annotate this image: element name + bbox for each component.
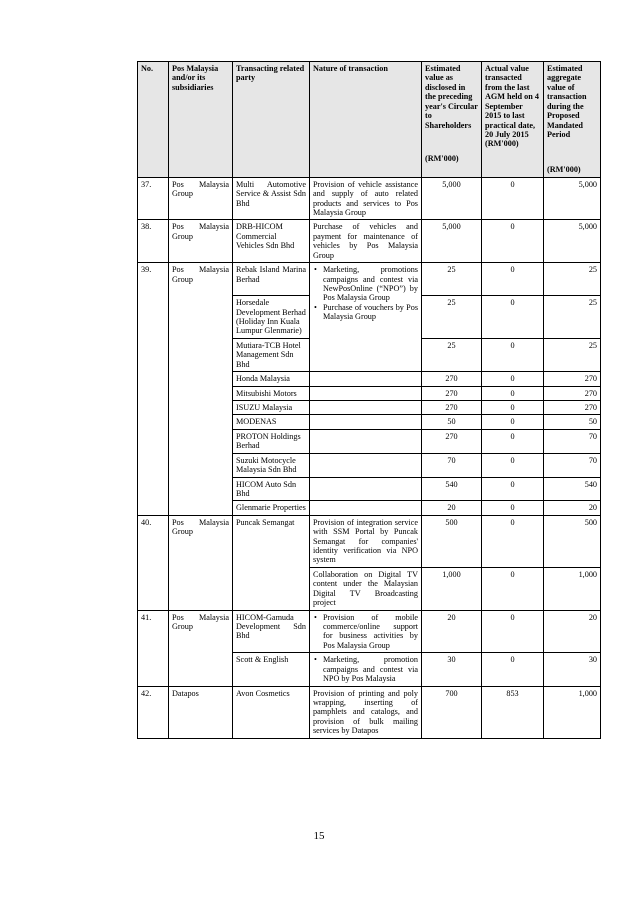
row-actual: 0 <box>482 515 544 567</box>
row-party: Suzuki Motocycle Malaysia Sdn Bhd <box>233 453 310 477</box>
row-estimated-previous: 70 <box>422 453 482 477</box>
row-estimated-aggregate: 20 <box>544 501 601 515</box>
table-header-row <box>138 62 601 178</box>
row-actual: 0 <box>482 653 544 686</box>
row-actual: 0 <box>482 501 544 515</box>
row-actual: 0 <box>482 296 544 339</box>
row-estimated-previous: 5,000 <box>422 177 482 220</box>
row-estimated-previous: 30 <box>422 653 482 686</box>
nature-bullet: • Marketing, promotion campaigns and contest via NPO by Pos Malaysia <box>323 655 418 683</box>
row-estimated-aggregate: 270 <box>544 372 601 386</box>
row-party: HICOM-Gamuda Development Sdn Bhd <box>233 610 310 653</box>
table-row <box>138 220 601 263</box>
row-estimated-aggregate: 540 <box>544 477 601 501</box>
table-row <box>138 686 601 738</box>
row-party: Avon Cosmetics <box>233 686 310 738</box>
header-actual-label: Actual value transacted from the last AGM held on 4 September 2015 to last practical date, 20 July 2015 <box>485 64 539 139</box>
row-nature: Provision of integration service with SSM Portal by Puncak Semangat for companies' identity verification via NPO system <box>310 515 422 567</box>
header-party: Transacting related party <box>233 62 310 178</box>
row-party: MODENAS <box>233 415 310 429</box>
row-estimated-aggregate: 500 <box>544 515 601 567</box>
nature-bullet: • Provision of mobile commerce/online support for business activities by Pos Malaysia Group <box>323 613 418 651</box>
row-estimated-aggregate: 25 <box>544 338 601 371</box>
row-estimated-aggregate: 50 <box>544 415 601 429</box>
row-actual: 0 <box>482 429 544 453</box>
row-nature: Collaboration on Digital TV content under the Malaysian Digital TV Broadcasting project <box>310 567 422 610</box>
row-nature: Provision of vehicle assistance and supply of auto related products and services to Pos Malaysia Group <box>310 177 422 220</box>
row-estimated-previous: 270 <box>422 429 482 453</box>
row-estimated-previous: 700 <box>422 686 482 738</box>
row-actual: 0 <box>482 415 544 429</box>
row-entity: Pos Malaysia Group <box>169 515 233 610</box>
header-nature: Nature of transaction <box>310 62 422 178</box>
header-estimated-aggregate-label: Estimated aggregate value of transaction during the Proposed Mandated Period <box>547 64 587 139</box>
row-party: Horsedale Development Berhad (Holiday Inn Kuala Lumpur Glenmarie) <box>233 296 310 339</box>
header-estimated-previous <box>422 62 482 178</box>
row-actual: 0 <box>482 338 544 371</box>
header-estimated-aggregate-unit: (RM'000) <box>547 165 581 175</box>
row-entity: Pos Malaysia Group <box>169 177 233 220</box>
row-estimated-previous: 270 <box>422 386 482 400</box>
row-estimated-previous: 25 <box>422 338 482 371</box>
row-estimated-previous: 20 <box>422 501 482 515</box>
header-estimated-previous-unit: (RM'000) <box>425 153 459 163</box>
row-nature: Purchase of vehicles and payment for maintenance of vehicles by Pos Malaysia Group <box>310 220 422 263</box>
row-actual: 0 <box>482 453 544 477</box>
header-actual-unit: (RM'000) <box>485 139 519 149</box>
row-party: ISUZU Malaysia <box>233 400 310 414</box>
row-estimated-aggregate: 25 <box>544 296 601 339</box>
row-actual: 853 <box>482 686 544 738</box>
row-estimated-aggregate: 1,000 <box>544 567 601 610</box>
row-number: 37. <box>138 177 169 220</box>
header-estimated-aggregate <box>544 62 601 178</box>
row-party: PROTON Holdings Berhad <box>233 429 310 453</box>
row-number: 38. <box>138 220 169 263</box>
row-estimated-previous: 5,000 <box>422 220 482 263</box>
row-party: Puncak Semangat <box>233 515 310 610</box>
row-party: Glenmarie Properties <box>233 501 310 515</box>
row-estimated-previous: 270 <box>422 400 482 414</box>
row-estimated-aggregate: 270 <box>544 386 601 400</box>
row-party: DRB-HICOM Commercial Vehicles Sdn Bhd <box>233 220 310 263</box>
row-nature <box>310 372 422 386</box>
row-estimated-aggregate: 70 <box>544 429 601 453</box>
row-party: Multi Automotive Service & Assist Sdn Bhd <box>233 177 310 220</box>
row-estimated-aggregate: 5,000 <box>544 220 601 263</box>
table-row <box>138 177 601 220</box>
row-actual: 0 <box>482 386 544 400</box>
row-nature <box>310 610 422 653</box>
row-entity: Pos Malaysia Group <box>169 610 233 686</box>
row-actual: 0 <box>482 567 544 610</box>
row-party: Rebak Island Marina Berhad <box>233 263 310 296</box>
row-estimated-previous: 25 <box>422 296 482 339</box>
row-estimated-previous: 500 <box>422 515 482 567</box>
header-estimated-previous-label: Estimated value as disclosed in the preceding year's Circular to Shareholders <box>425 64 478 130</box>
header-entity: Pos Malaysia and/or its subsidiaries <box>169 62 233 178</box>
row-entity: Datapos <box>169 686 233 738</box>
row-estimated-aggregate: 20 <box>544 610 601 653</box>
row-nature <box>310 400 422 414</box>
row-estimated-previous: 270 <box>422 372 482 386</box>
row-estimated-previous: 1,000 <box>422 567 482 610</box>
row-party: Mutiara-TCB Hotel Management Sdn Bhd <box>233 338 310 371</box>
row-party: HICOM Auto Sdn Bhd <box>233 477 310 501</box>
header-no: No. <box>138 62 169 178</box>
row-nature <box>310 477 422 501</box>
row-number: 42. <box>138 686 169 738</box>
row-estimated-previous: 25 <box>422 263 482 296</box>
row-actual: 0 <box>482 177 544 220</box>
row-nature <box>310 501 422 515</box>
row-party: Honda Malaysia <box>233 372 310 386</box>
row-nature <box>310 653 422 686</box>
row-estimated-aggregate: 270 <box>544 400 601 414</box>
row-estimated-aggregate: 5,000 <box>544 177 601 220</box>
row-estimated-aggregate: 70 <box>544 453 601 477</box>
row-party: Scott & English <box>233 653 310 686</box>
header-actual <box>482 62 544 178</box>
row-number: 39. <box>138 263 169 516</box>
row-number: 41. <box>138 610 169 686</box>
row-actual: 0 <box>482 610 544 653</box>
row-estimated-previous: 20 <box>422 610 482 653</box>
row-actual: 0 <box>482 263 544 296</box>
row-actual: 0 <box>482 400 544 414</box>
nature-bullet: • Marketing, promotions campaigns and contest via NewPosOnline (“NPO”) by Pos Malaysia Group <box>323 265 418 303</box>
nature-bullet: • Purchase of vouchers by Pos Malaysia Group <box>323 303 418 322</box>
row-nature <box>310 415 422 429</box>
row-actual: 0 <box>482 477 544 501</box>
row-nature <box>310 263 422 372</box>
row-estimated-aggregate: 25 <box>544 263 601 296</box>
row-estimated-previous: 540 <box>422 477 482 501</box>
table-row <box>138 263 601 296</box>
row-number: 40. <box>138 515 169 610</box>
row-nature <box>310 429 422 453</box>
row-estimated-aggregate: 30 <box>544 653 601 686</box>
page-number: 15 <box>313 830 325 842</box>
row-entity: Pos Malaysia Group <box>169 263 233 516</box>
row-estimated-previous: 50 <box>422 415 482 429</box>
row-actual: 0 <box>482 372 544 386</box>
row-nature <box>310 386 422 400</box>
rrpt-table <box>137 61 601 739</box>
row-party: Mitsubishi Motors <box>233 386 310 400</box>
row-nature <box>310 453 422 477</box>
row-actual: 0 <box>482 220 544 263</box>
table-row <box>138 515 601 567</box>
table-row <box>138 610 601 653</box>
row-estimated-aggregate: 1,000 <box>544 686 601 738</box>
row-nature: Provision of printing and poly wrapping, inserting of pamphlets and catalogs, and provision of bulk mailing services by Datapos <box>310 686 422 738</box>
row-entity: Pos Malaysia Group <box>169 220 233 263</box>
